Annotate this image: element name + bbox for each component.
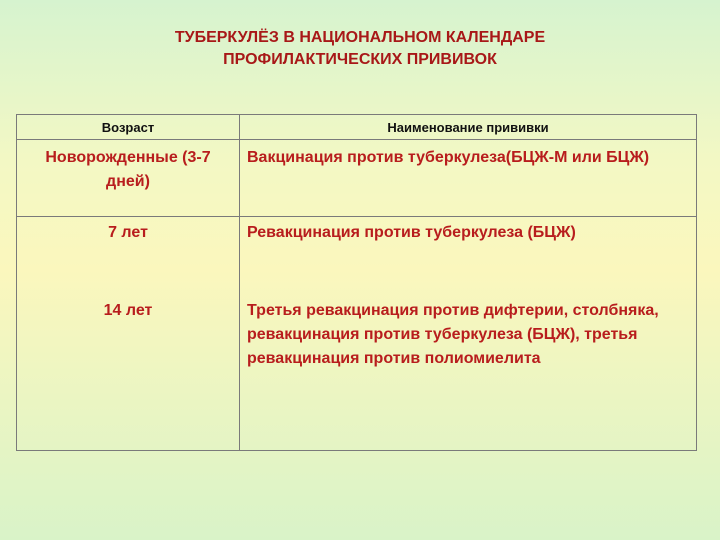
age-cell: Новорожденные (3-7 дней) <box>17 140 240 217</box>
table-row <box>17 217 697 451</box>
slide-title <box>0 27 720 71</box>
age-cell: 14 лет <box>103 302 153 319</box>
vaccination-table <box>16 114 697 451</box>
column-header-vaccination: Наименование прививки <box>240 115 697 140</box>
age-cell-group <box>17 217 240 451</box>
table-row <box>17 140 697 217</box>
vaccination-cell: Третья ревакцинация против дифтерии, столбняка, ревакцинация против туберкулеза (БЦЖ), третья ревакцинация против полиомиелита <box>247 302 659 367</box>
age-cell: 7 лет <box>108 224 148 241</box>
column-header-age: Возраст <box>17 115 240 140</box>
title-line-1: ТУБЕРКУЛЁЗ В НАЦИОНАЛЬНОМ КАЛЕНДАРЕ <box>174 29 546 46</box>
title-line-2: ПРОФИЛАКТИЧЕСКИХ ПРИВИВОК <box>223 51 497 68</box>
vaccination-cell: Вакцинация против туберкулеза(БЦЖ-М или БЦЖ) <box>240 140 697 217</box>
table-header-row <box>17 115 697 140</box>
vaccination-cell: Ревакцинация против туберкулеза (БЦЖ) <box>247 224 576 241</box>
vaccination-cell-group <box>240 217 697 451</box>
